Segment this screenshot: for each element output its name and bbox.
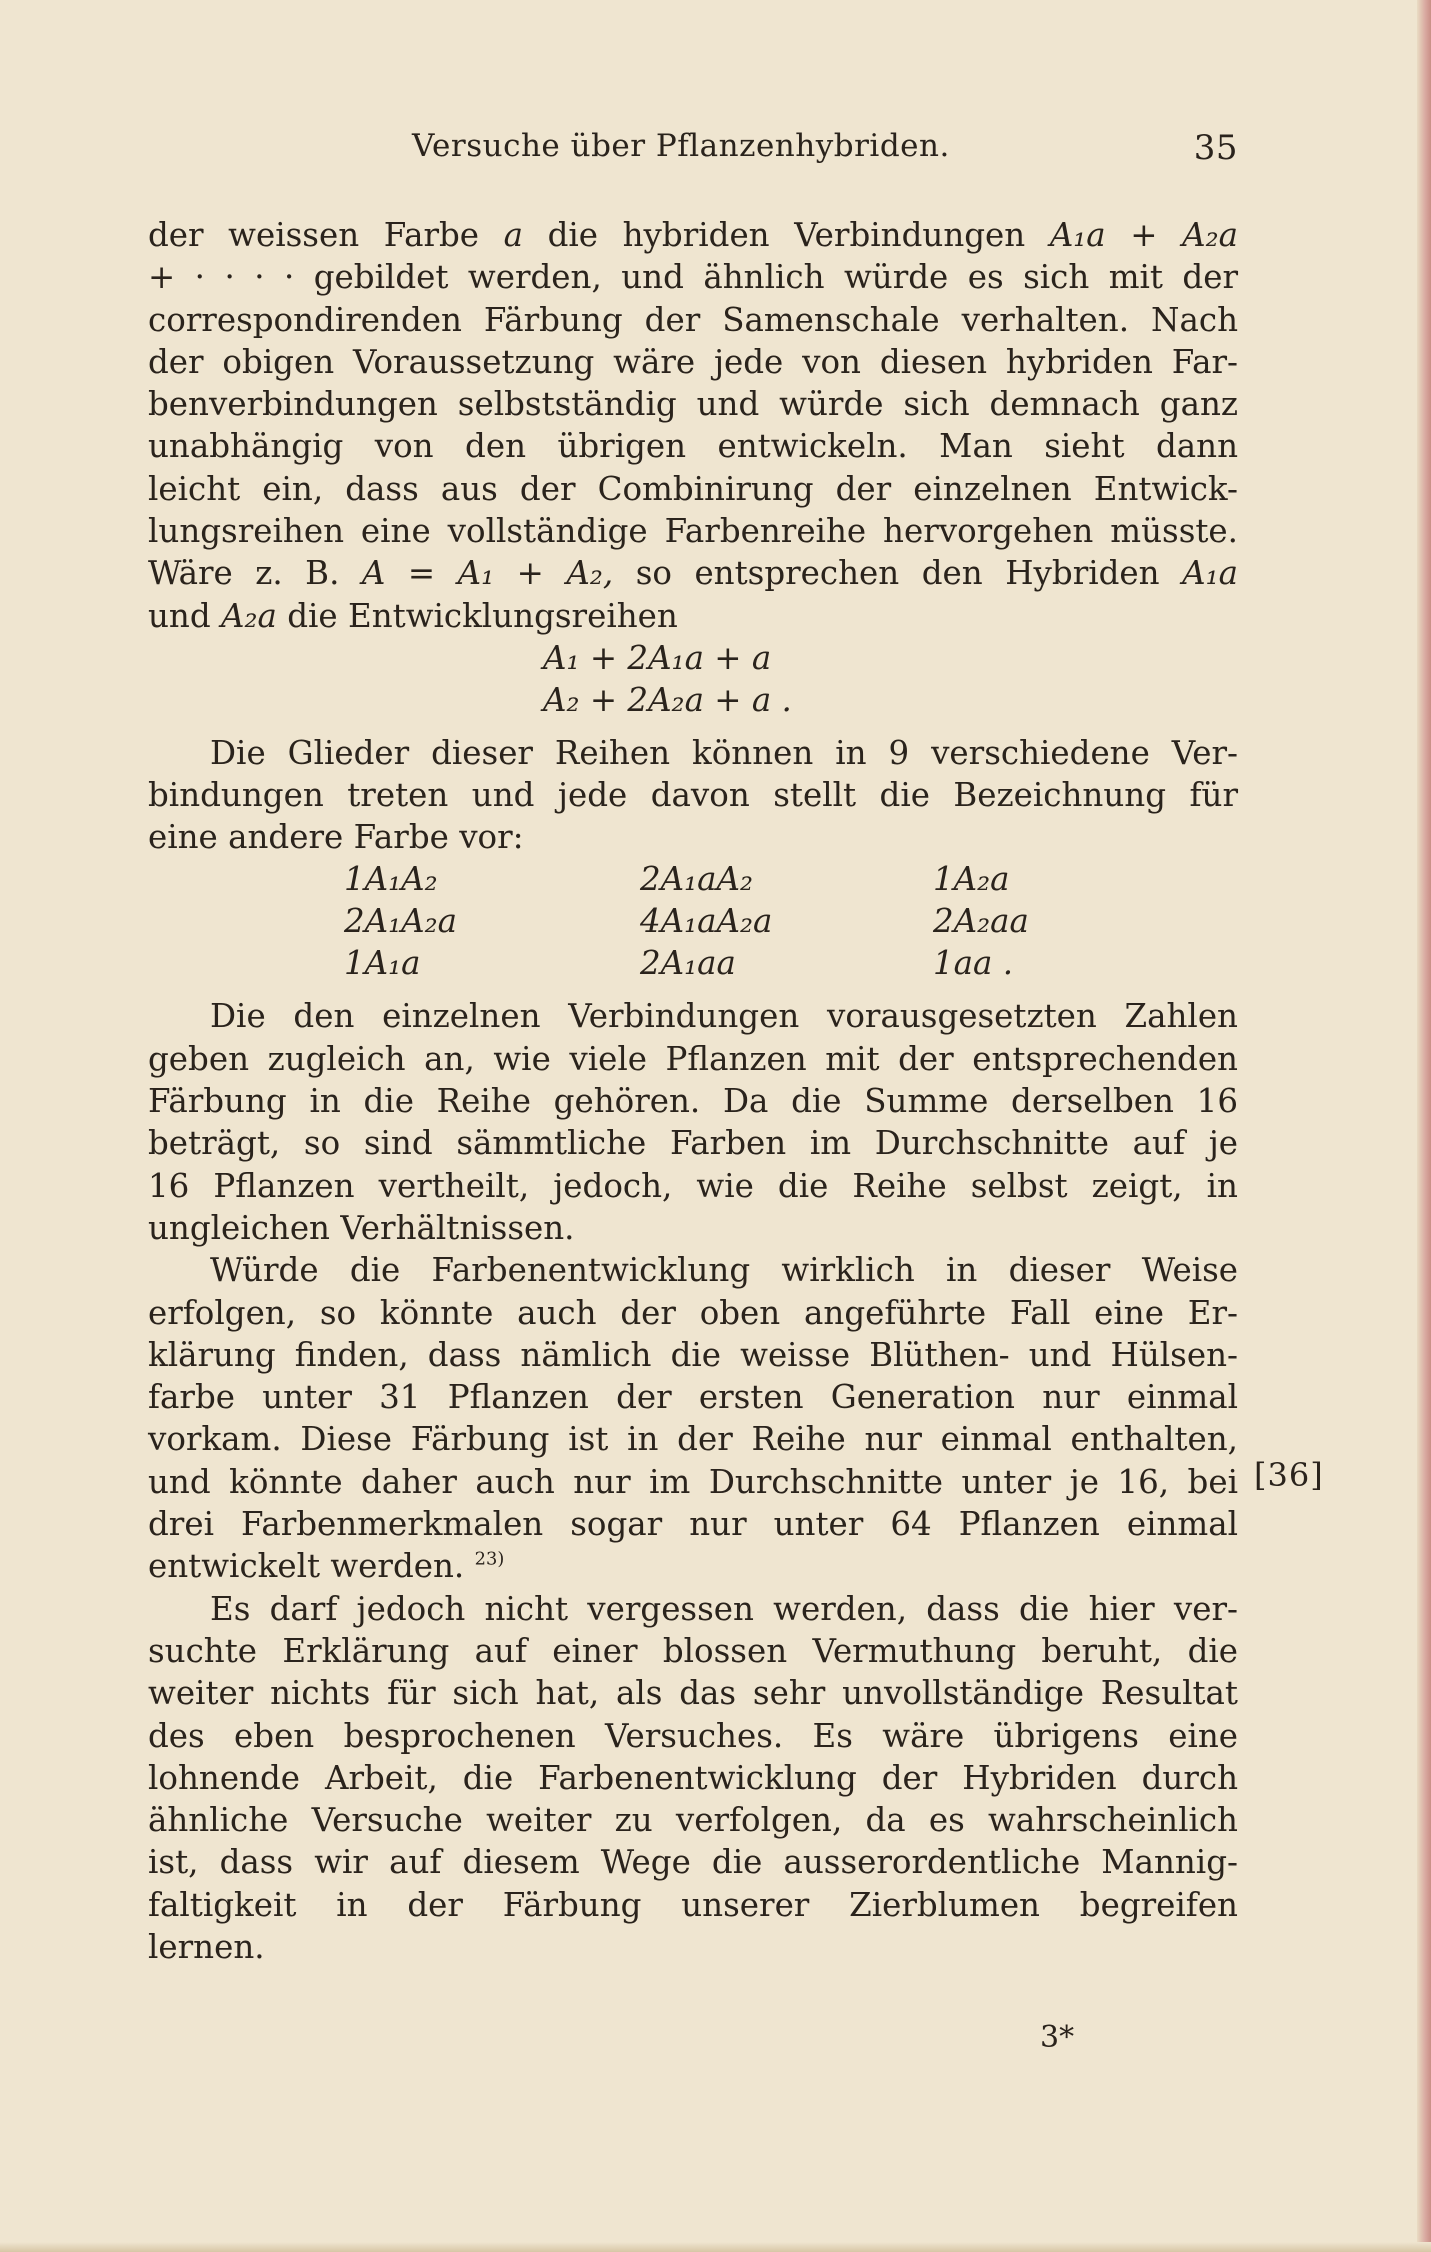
text-line: ist, dass wir auf diesem Wege die ausserordentliche Mannig- xyxy=(148,1843,1238,1882)
combination-cell: 2A₁A₂a xyxy=(344,902,458,941)
text-line: Es darf jedoch nicht vergessen werden, dass die hier ver- xyxy=(210,1589,1238,1628)
text-line: ungleichen Verhältnissen. xyxy=(148,1208,575,1247)
combination-cell: 1A₁a xyxy=(344,944,421,983)
text-line: benverbindungen selbstständig und würde sich demnach ganz xyxy=(148,385,1238,424)
text-line: + · · · · gebildet werden, und ähnlich würde es sich mit der xyxy=(148,258,1238,297)
combination-row xyxy=(148,900,1238,942)
text-line: ähnliche Versuche weiter zu verfolgen, da es wahrscheinlich xyxy=(148,1801,1238,1840)
margin-page-reference: [36] xyxy=(1254,1456,1324,1494)
combination-cell: 2A₁aA₂ xyxy=(640,860,754,899)
combination-table xyxy=(148,858,1238,985)
text-line: suchte Erklärung auf einer blossen Vermuthung beruht, die xyxy=(148,1631,1238,1670)
text-line: vorkam. Diese Färbung ist in der Reihe nur einmal enthalten, xyxy=(148,1420,1238,1459)
text-line: des eben besprochenen Versuches. Es wäre übrigens eine xyxy=(148,1716,1238,1755)
text-line: lernen. xyxy=(148,1927,265,1966)
text-line: 16 Pflanzen vertheilt, jedoch, wie die Reihe selbst zeigt, in xyxy=(148,1166,1238,1205)
combination-cell: 1aa . xyxy=(933,944,1014,983)
text-line: und könnte daher auch nur im Durchschnitte unter je 16, bei xyxy=(148,1462,1238,1501)
signature-mark: 3* xyxy=(1040,2020,1075,2055)
combination-cell: 4A₁aA₂a xyxy=(640,902,773,941)
text-line: Würde die Farbenentwicklung wirklich in dieser Weise xyxy=(210,1251,1238,1290)
text-line: lungsreihen eine vollständige Farbenreihe hervorgehen müsste. xyxy=(148,512,1238,551)
combination-cell: 2A₁aa xyxy=(640,944,736,983)
text-line: Wäre z. B. A = A₁ + A₂, so entsprechen den Hybriden A₁a xyxy=(148,554,1238,593)
text-line: der weissen Farbe a die hybriden Verbindungen A₁a + A₂a xyxy=(148,216,1238,254)
text-line: bindungen treten und jede davon stellt die Bezeichnung für xyxy=(148,775,1238,814)
combination-cell: 1A₂a xyxy=(933,860,1010,899)
running-head xyxy=(148,128,1238,178)
running-title: Versuche über Pflanzenhybriden. xyxy=(412,128,950,164)
text-line: leicht ein, dass aus der Combinirung der einzelnen Entwick- xyxy=(148,469,1238,508)
text-line: faltigkeit in der Färbung unserer Zierblumen begreifen xyxy=(148,1885,1238,1924)
footnote-ref[interactable]: 23) xyxy=(474,1548,505,1570)
text-line: entwickelt werden. $^{23)}$ xyxy=(148,1547,505,1586)
combination-cell: 1A₁A₂ xyxy=(344,860,438,899)
text-line: der obigen Voraussetzung wäre jede von diesen hybriden Far- xyxy=(148,342,1238,381)
text-line: farbe unter 31 Pflanzen der ersten Generation nur einmal xyxy=(148,1378,1238,1417)
body-text xyxy=(148,214,1238,1968)
text-line: klärung finden, dass nämlich die weisse Blüthen- und Hülsen- xyxy=(148,1335,1238,1374)
page-number: 35 xyxy=(1193,128,1238,168)
formula-line: A₂ + 2A₂a + a . xyxy=(543,681,792,720)
text-line: geben zugleich an, wie viele Pflanzen mit der entsprechenden xyxy=(148,1039,1238,1078)
text-line: Die Glieder dieser Reihen können in 9 verschiedene Ver- xyxy=(210,733,1238,772)
text-line: Die den einzelnen Verbindungen vorausgesetzten Zahlen xyxy=(210,997,1238,1036)
combination-row xyxy=(148,942,1238,984)
text-line: lohnende Arbeit, die Farbenentwicklung der Hybriden durch xyxy=(148,1758,1238,1797)
text-line: erfolgen, so könnte auch der oben angeführte Fall eine Er- xyxy=(148,1293,1238,1332)
text-line: weiter nichts für sich hat, als das sehr unvollständige Resultat xyxy=(148,1674,1238,1713)
text-line: correspondirenden Färbung der Samenschale verhalten. Nach xyxy=(148,300,1238,339)
text-line: beträgt, so sind sämmtliche Farben im Durchschnitte auf je xyxy=(148,1124,1238,1163)
text-line: unabhängig von den übrigen entwickeln. Man sieht dann xyxy=(148,427,1238,466)
text-line: drei Farbenmerkmalen sogar nur unter 64 Pflanzen einmal xyxy=(148,1505,1238,1544)
page-bottom-edge xyxy=(0,2242,1431,2252)
page-edge xyxy=(1417,0,1431,2252)
combination-row xyxy=(148,858,1238,900)
text-line: eine andere Farbe vor: xyxy=(148,818,524,857)
text-line: und A₂a die Entwicklungsreihen xyxy=(148,596,678,635)
formula-line: A₁ + 2A₁a + a xyxy=(543,638,772,677)
text-line: Färbung in die Reihe gehören. Da die Summe derselben 16 xyxy=(148,1082,1238,1121)
combination-cell: 2A₂aa xyxy=(933,902,1029,941)
